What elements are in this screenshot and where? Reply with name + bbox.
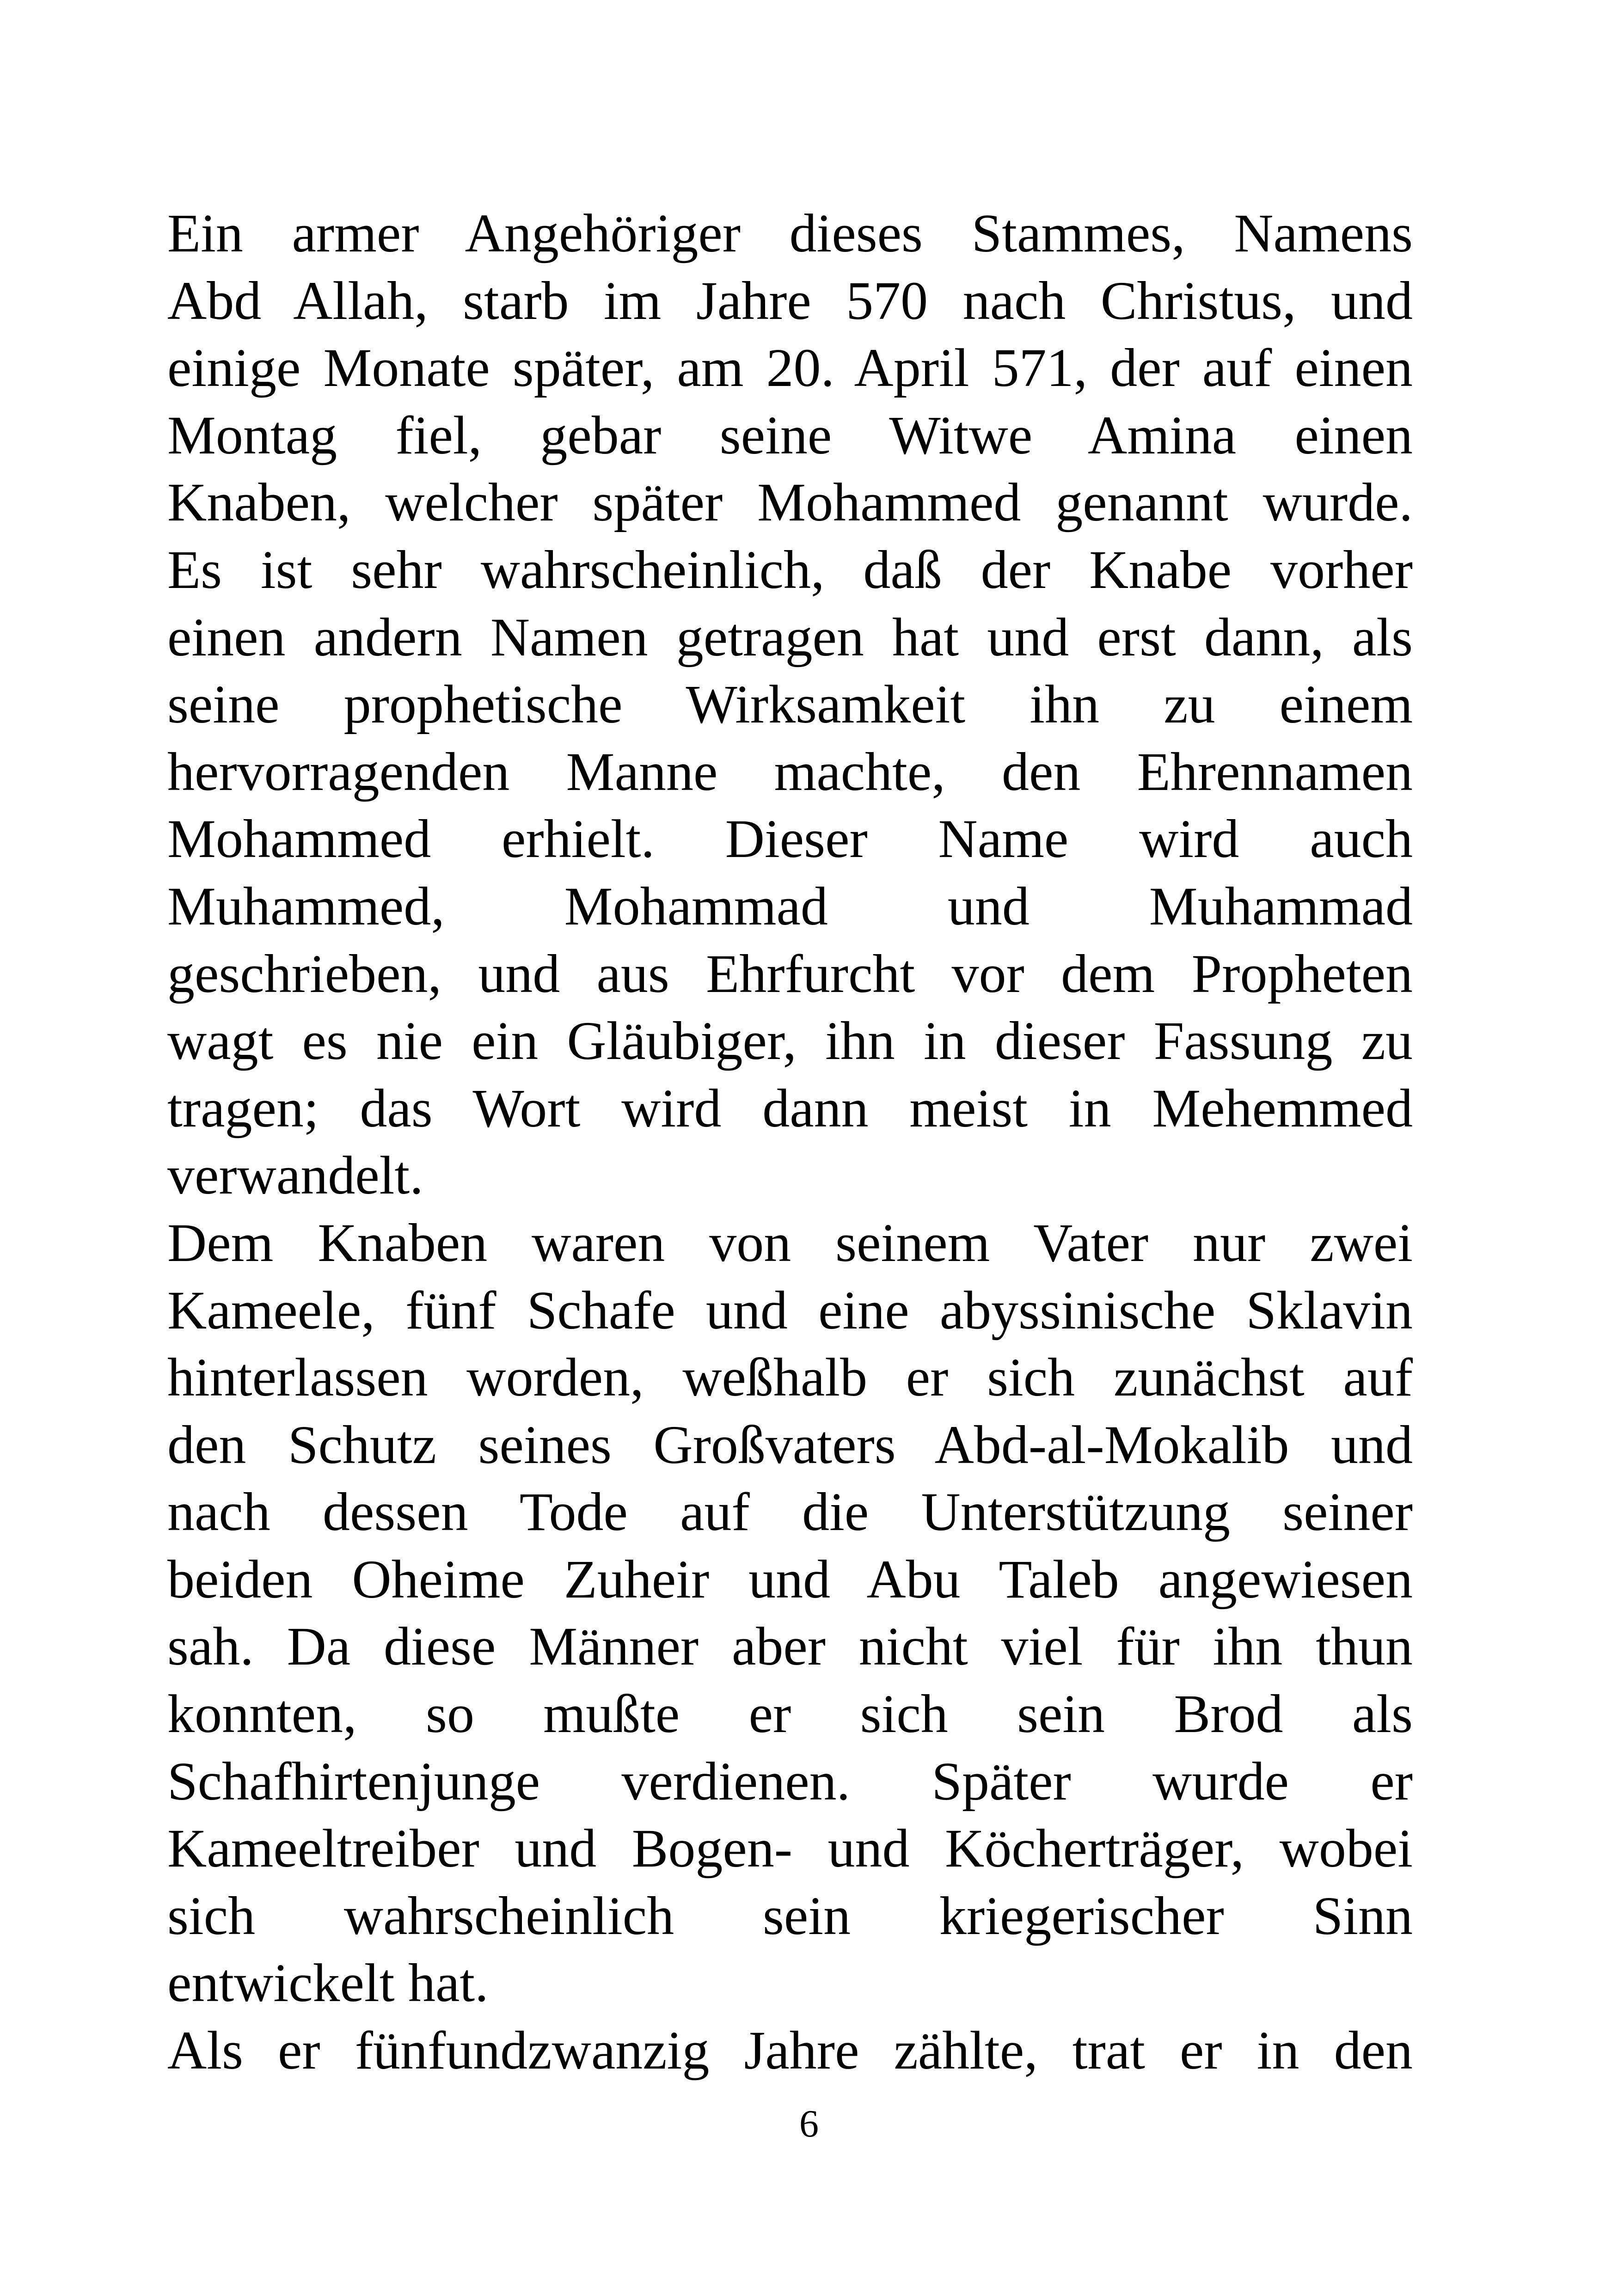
text-line: hervorragenden Manne machte, den Ehrennamen bbox=[167, 741, 1413, 802]
text-line: Als er fünfundzwanzig Jahre zählte, trat er in den bbox=[167, 2020, 1413, 2081]
text-line: beiden Oheime Zuheir und Abu Taleb angewiesen bbox=[167, 1549, 1413, 1610]
text-line: Dem Knaben waren von seinem Vater nur zwei bbox=[167, 1212, 1413, 1273]
text-line: Montag fiel, gebar seine Witwe Amina einen bbox=[167, 404, 1413, 465]
text-line: hinterlassen worden, weßhalb er sich zunächst auf bbox=[167, 1347, 1413, 1408]
text-line: Schafhirtenjunge verdienen. Später wurde er bbox=[167, 1751, 1413, 1812]
text-line: entwickelt hat. bbox=[167, 1953, 489, 2014]
text-line: verwandelt. bbox=[167, 1145, 423, 1206]
text-line: seine prophetische Wirksamkeit ihn zu einem bbox=[167, 674, 1413, 735]
text-line: geschrieben, und aus Ehrfurcht vor dem Propheten bbox=[167, 943, 1413, 1004]
text-line: Knaben, welcher später Mohammed genannt wurde. bbox=[167, 472, 1413, 533]
text-line: Es ist sehr wahrscheinlich, daß der Knabe vorher bbox=[167, 539, 1413, 600]
text-line: Ein armer Angehöriger dieses Stammes, Namens bbox=[167, 203, 1413, 263]
body-text bbox=[167, 200, 1413, 2084]
text-line: Kameele, fünf Schafe und eine abyssinische Sklavin bbox=[167, 1280, 1413, 1341]
page-number: 6 bbox=[799, 2102, 819, 2145]
text-line: Kameeltreiber und Bogen- und Köcherträger, wobei bbox=[167, 1818, 1413, 1879]
text-line: Abd Allah, starb im Jahre 570 nach Christus, und bbox=[167, 270, 1413, 331]
text-line: einen andern Namen getragen hat und erst dann, als bbox=[167, 606, 1413, 667]
text-line: Muhammed, Mohammad und Muhammad bbox=[167, 876, 1413, 937]
text-line: sich wahrscheinlich sein kriegerischer Sinn bbox=[167, 1885, 1413, 1946]
text-line: konnten, so mußte er sich sein Brod als bbox=[167, 1684, 1413, 1745]
text-line: tragen; das Wort wird dann meist in Mehemmed bbox=[167, 1078, 1413, 1139]
text-line: sah. Da diese Männer aber nicht viel für ihn thun bbox=[167, 1616, 1413, 1677]
text-line: nach dessen Tode auf die Unterstützung seiner bbox=[167, 1482, 1413, 1543]
text-line: einige Monate später, am 20. April 571, der auf einen bbox=[167, 337, 1413, 398]
text-line: Mohammed erhielt. Dieser Name wird auch bbox=[167, 808, 1413, 869]
text-line: wagt es nie ein Gläubiger, ihn in dieser Fassung zu bbox=[167, 1010, 1413, 1071]
text-line: den Schutz seines Großvaters Abd-al-Mokalib und bbox=[167, 1414, 1413, 1475]
